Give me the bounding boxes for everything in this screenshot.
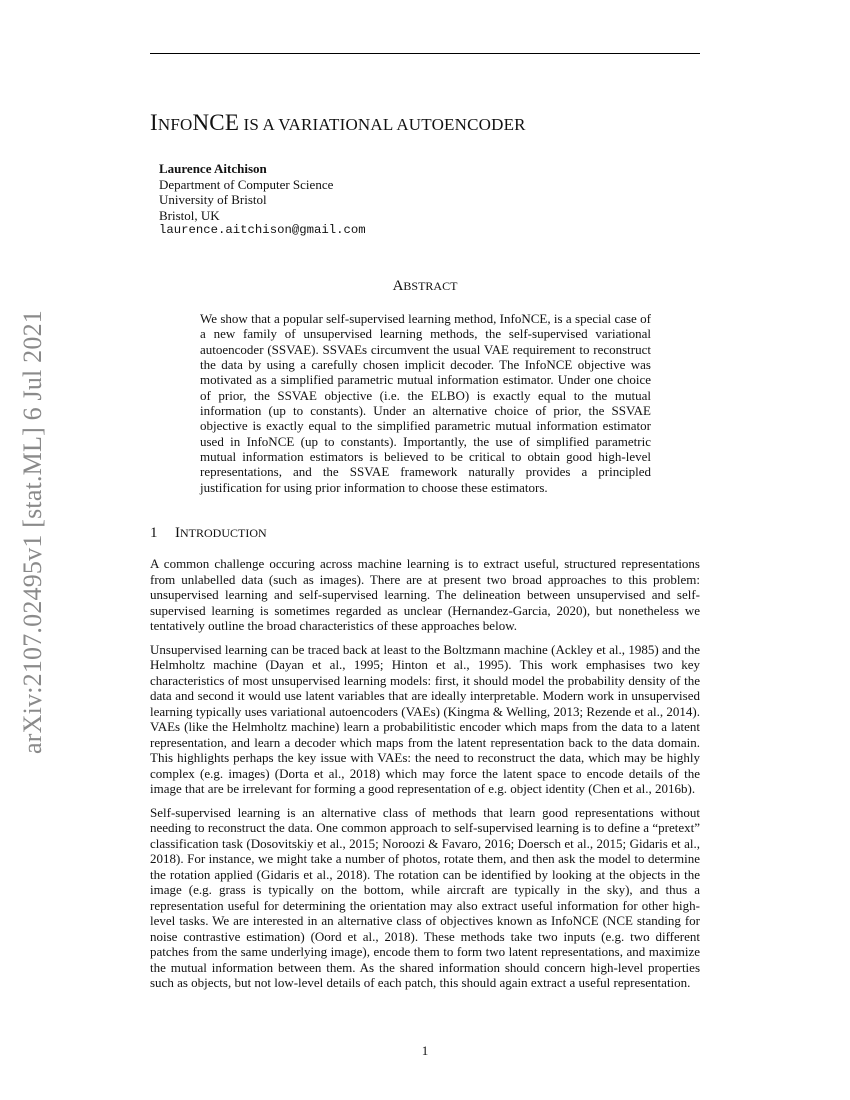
author-university: University of Bristol: [159, 192, 267, 207]
section-heading-introduction: 1 INTRODUCTION: [150, 525, 267, 541]
paper-title: INFONCE IS A VARIATIONAL AUTOENCODER: [150, 110, 526, 135]
author-block: [159, 161, 366, 239]
page-number: 1: [421, 1043, 429, 1058]
abstract-heading: ABSTRACT: [392, 278, 458, 294]
author-location: Bristol, UK: [159, 207, 220, 223]
author-email[interactable]: laurence.aitchison@gmail.com: [159, 223, 366, 237]
top-rule: [150, 53, 700, 54]
arxiv-identifier: arXiv:2107.02495v1 [stat.ML] 6 Jul 2021: [18, 310, 47, 754]
author-department: Department of Computer Science: [159, 176, 334, 192]
abstract-text: We show that a popular self-supervised learning method, InfoNCE, is a special case of a new family of unsupervised learning methods, the self-supervised variational autoencoder (SSVAE). SSVAEs circumvent the usual VAE requirement to reconstruct the data by using a carefully chosen implicit decoder. The InfoNCE objective was motivated as a simplified parametric mutual information estimator. Under one choice of prior, the SSVAE objective (i.e. the ELBO) is exactly equal to the mutual information (up to constants). Under an alternative choice of prior, the SSVAE objective is exactly equal to the simplified parametric mutual information estimator used in InfoNCE (up to constants). Importantly, the use of simplified parametric mutual information estimators is believed to be critical to obtain good high-level representations, and the SSVAE framework naturally provides a principled justification for using prior information to choose these estimators.: [200, 311, 651, 495]
paragraph: Unsupervised learning can be traced back at least to the Boltzmann machine (Ackley et al., 1985) and the Helmholtz machine (Dayan et al., 1995; Hinton et al., 1995). This work emphasises two key characteristics of most unsupervised learning models: first, it should model the probability density of the data and second it would use latent variables that are ideally interpretable. Modern work in unsupervised learning typically uses variational autoencoders (VAEs) (Kingma & Welling, 2013; Rezende et al., 2014). VAEs (like the Helmholtz machine) learn a probabilitistic encoder which maps from the data to a latent representation, and learn a decoder which maps from the latent representation back to the data domain. This highlights perhaps the key issue with VAEs: the need to reconstruct the data, which may be highly complex (e.g. images) (Dorta et al., 2018) which may force the latent space to encode details of the image that are be irrelevant for forming a good representation of e.g. object identity (Chen et al., 2016b).: [150, 641, 700, 796]
paragraph: A common challenge occuring across machine learning is to extract useful, structured representations from unlabelled data (such as images). There are at present two broad approaches to this problem: unsupervised learning and self-supervised learning. The delineation between unsupervised and self-supervised learning is sometimes regarded as unclear (Hernandez-Garcia, 2020), but nonetheless we tentatively outline the broad characteristics of these approaches below.: [150, 556, 700, 633]
introduction-body: [150, 556, 700, 999]
paragraph: Self-supervised learning is an alternative class of methods that learn good representations without needing to reconstruct the data. One common approach to self-supervised learning is to define a “pretext” classification task (Dosovitskiy et al., 2015; Noroozi & Favaro, 2016; Doersch et al., 2015; Gidaris et al., 2018). For instance, we might take a number of photos, rotate them, and then ask the model to determine the rotation applied (Gidaris et al., 2018). The rotation can be identified by looking at the objects in the image (e.g. grass is typically on the bottom, while aircraft are typically in the sky), and thus a representation useful for determining the orientation may also extract useful information for other high-level tasks. We are interested in an alternative class of objectives known as InfoNCE (NCE standing for noise contrastive estimation) (Oord et al., 2018). These methods take two inputs (e.g. two different patches from the same underlying image), encode them to form two latent representations, and maximize the mutual information between them. As the shared information should concern high-level properties such as objects, but not low-level details of each patch, this should again extract a useful representation.: [150, 804, 700, 990]
author-name: Laurence Aitchison: [159, 161, 267, 176]
